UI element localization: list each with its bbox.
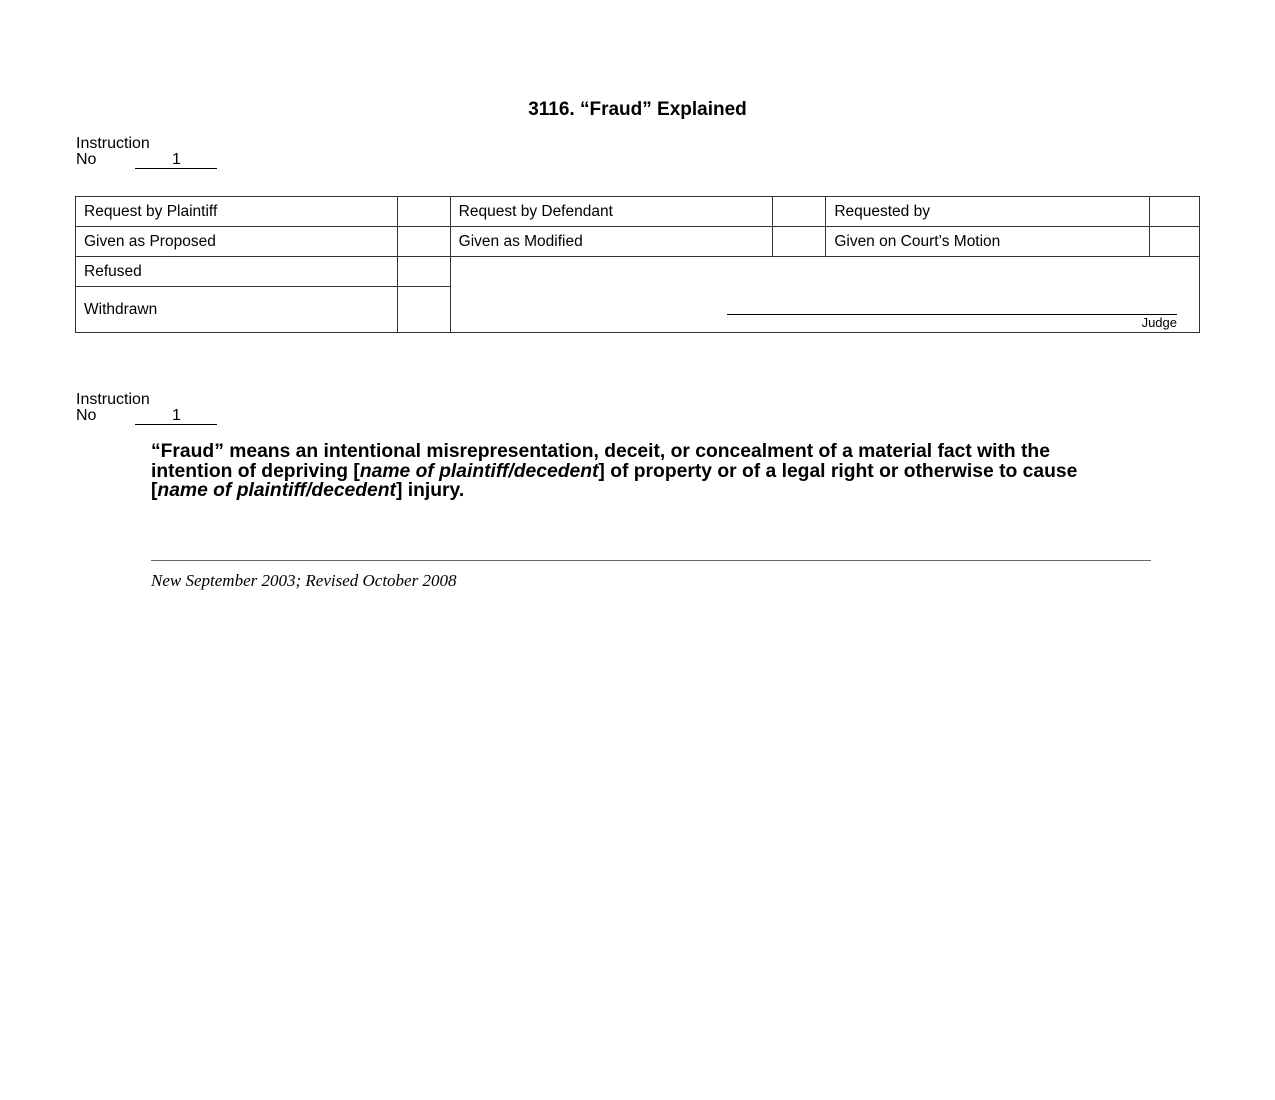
judge-signature-line[interactable] bbox=[727, 314, 1177, 315]
instruction-no-row bbox=[76, 151, 181, 168]
request-plaintiff-checkbox[interactable] bbox=[397, 197, 450, 227]
plaintiff-placeholder-2: name of plaintiff/decedent bbox=[157, 480, 396, 501]
disposition-form-table bbox=[75, 196, 1200, 333]
given-court-label: Given on Court’s Motion bbox=[826, 227, 1150, 257]
request-defendant-checkbox[interactable] bbox=[773, 197, 826, 227]
instruction-label: Instruction bbox=[76, 391, 150, 408]
requested-by-checkbox[interactable] bbox=[1150, 197, 1200, 227]
revision-history: New September 2003; Revised October 2008 bbox=[151, 571, 457, 590]
no-label: No bbox=[76, 407, 97, 424]
given-court-checkbox[interactable] bbox=[1150, 227, 1200, 257]
body-text-part-2: ] of property or of a legal right or otherwise to cause [ bbox=[151, 460, 1078, 501]
request-defendant-label: Request by Defendant bbox=[450, 197, 773, 227]
requested-by-label: Requested by bbox=[826, 197, 1150, 227]
no-label: No bbox=[76, 151, 97, 168]
instruction-number: 1 bbox=[172, 407, 181, 424]
refused-checkbox[interactable] bbox=[397, 257, 450, 287]
refused-label: Refused bbox=[76, 257, 398, 287]
instruction-number-block-bottom bbox=[76, 391, 181, 424]
divider-line bbox=[151, 560, 1151, 561]
instruction-no-row bbox=[76, 407, 181, 424]
body-text-part-3: ] injury. bbox=[395, 480, 465, 501]
given-proposed-checkbox[interactable] bbox=[397, 227, 450, 257]
instruction-number: 1 bbox=[172, 151, 181, 168]
form-row-requests bbox=[76, 197, 1200, 227]
given-modified-checkbox[interactable] bbox=[773, 227, 826, 257]
request-plaintiff-label: Request by Plaintiff bbox=[76, 197, 398, 227]
instruction-title: 3116. “Fraud” Explained bbox=[528, 99, 747, 120]
judge-label: Judge bbox=[1141, 315, 1177, 330]
given-modified-label: Given as Modified bbox=[450, 227, 773, 257]
withdrawn-checkbox[interactable] bbox=[397, 287, 450, 333]
plaintiff-placeholder-1: name of plaintiff/decedent bbox=[359, 460, 599, 482]
instruction-label: Instruction bbox=[76, 135, 150, 152]
form-row-refused bbox=[76, 257, 1200, 287]
instruction-number-block-top bbox=[76, 135, 181, 168]
withdrawn-label: Withdrawn bbox=[76, 287, 398, 333]
instruction-body bbox=[151, 442, 1111, 501]
given-proposed-label: Given as Proposed bbox=[76, 227, 398, 257]
judge-signature-cell bbox=[450, 257, 1199, 333]
body-text-part-1: “Fraud” means an intentional misrepresentation, deceit, or concealment of a material fact with the intention of depriving [ bbox=[151, 441, 1050, 482]
form-row-given bbox=[76, 227, 1200, 257]
